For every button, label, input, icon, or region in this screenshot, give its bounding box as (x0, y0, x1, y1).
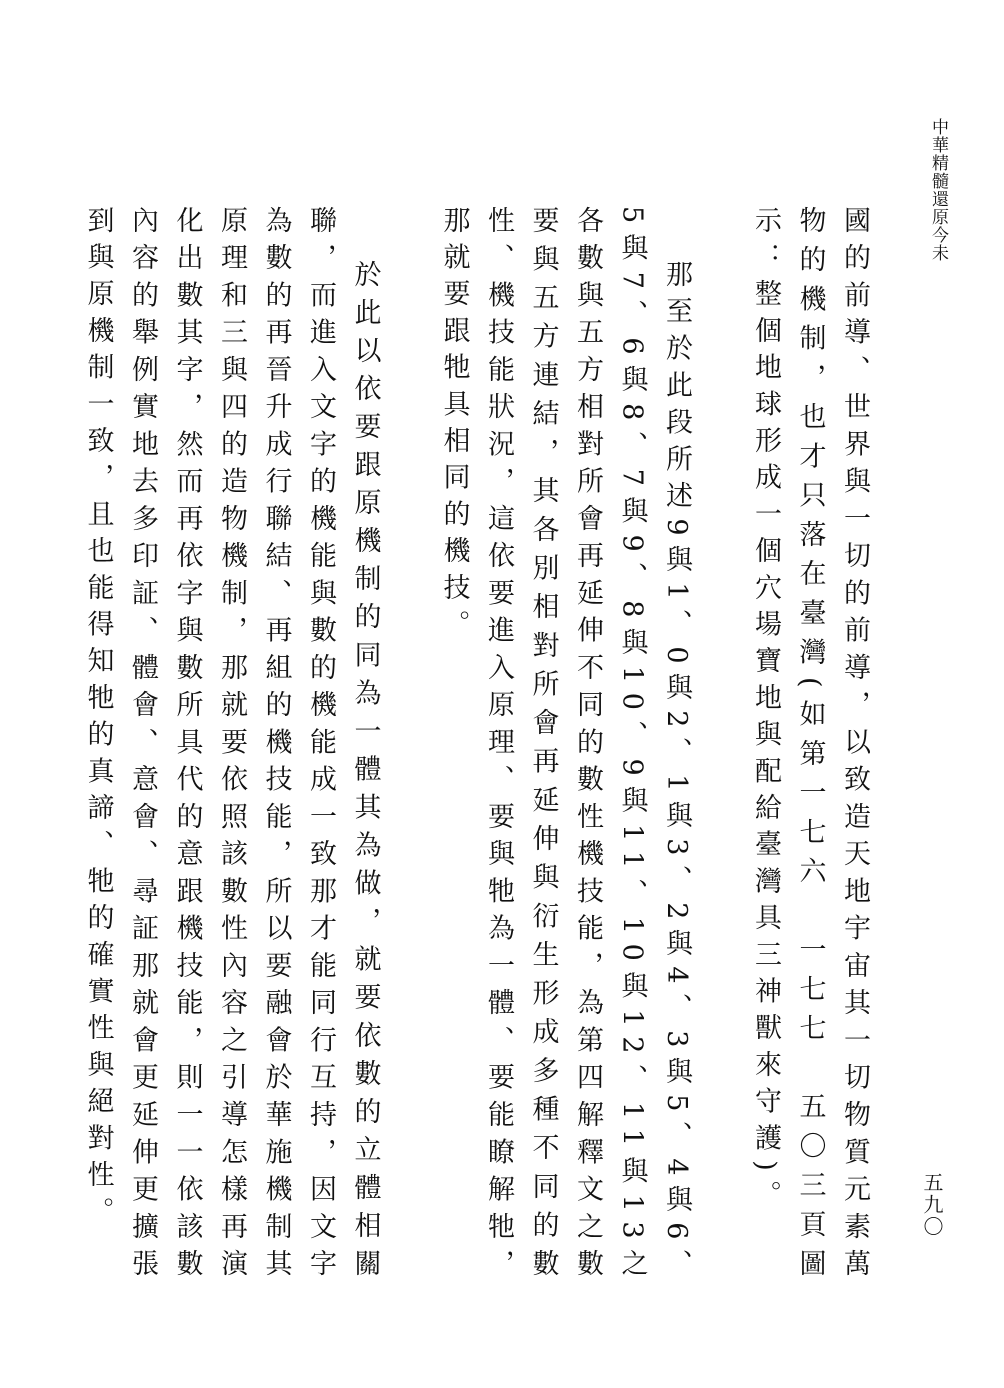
paragraph-gap (387, 206, 432, 1286)
paragraph-2: 那至於此段所述9與1、0與2、1與3、2與4、3與5、4與6、5與7、6與8、7與9、8與10、9與11、10與12、11與13之各數與五方相對所會再延伸不同的數性機技能，為第四解釋文之數要與五方連結，其各別相對所會再延伸與衍生形成多種不同的數性、機技能狀況，這依要進入原理、要與牠為一體、要能瞭解牠，那就要跟牠具相同的機技。 (438, 206, 692, 1286)
body-text (82, 206, 876, 1286)
paragraph-gap (698, 206, 743, 1286)
page-number: 五九〇 (920, 1172, 944, 1238)
paragraph-1: 國的前導、世界與一切的前導，以致造天地宇宙其一切物質元素萬物的機制，也才只落在臺灣(如第一七六 一七七 五〇三頁圖示：整個地球形成一個穴場寶地與配給臺灣具三神獸來守護)。 (750, 206, 870, 1286)
paragraph-3: 於此以依要跟原機制的同為一體其為做，就要依數的立體相關聯，而進入文字的機能與數的機能成一致那才能同行互持，因文字為數的再晉升成行聯結、再組的機技能，所以要融會於華施機制其原理和三與四的造物機制，那就要依照該數性內容之引導怎樣再演化出數其字，然而再依字與數所具代的意跟機技能，則一一依該數內容的舉例實地去多印証、體會、意會、尋証那就會更延伸更擴張到與原機制一致，且也能得知牠的真諦、牠的確實性與絕對性。 (82, 206, 381, 1286)
book-title-header: 中華精髓還原今未 (928, 118, 948, 262)
